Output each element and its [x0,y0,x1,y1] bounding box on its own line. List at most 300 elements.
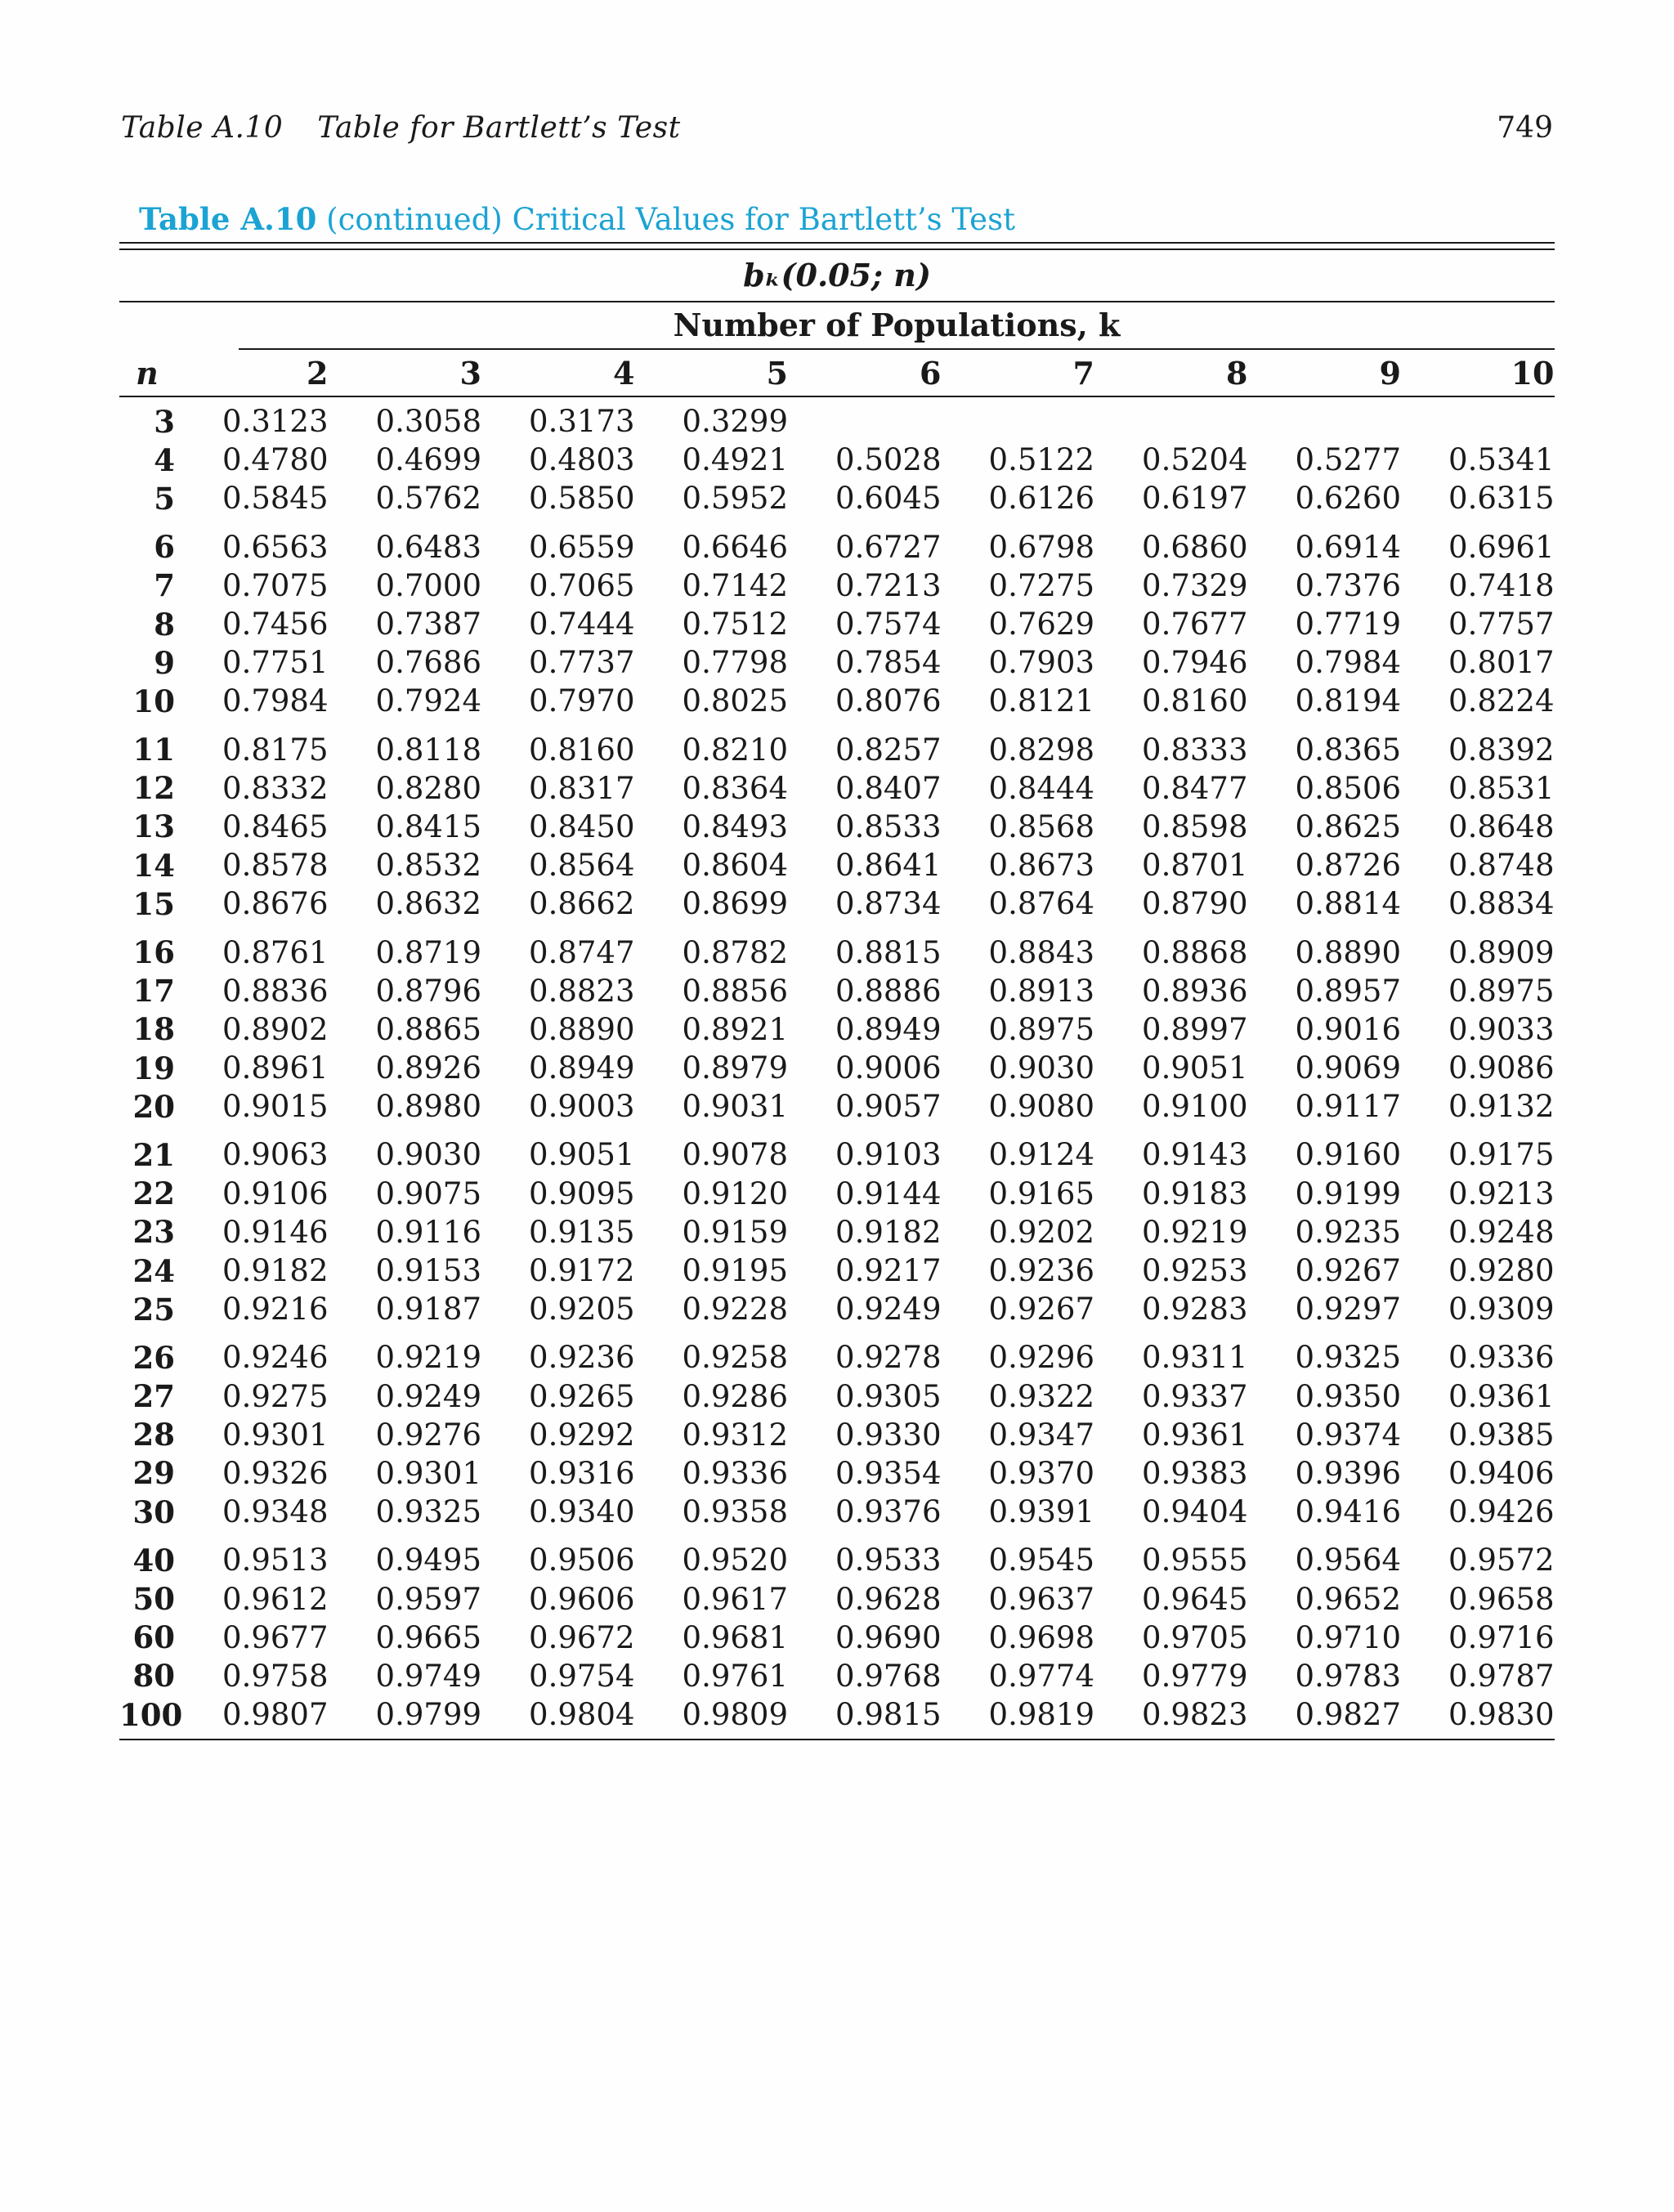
critical-value-cell: 0.5028 [835,442,942,478]
running-head-table-label: Table A.10 [121,111,284,145]
critical-value-cell: 0.7854 [835,645,942,681]
critical-value-cell: 0.9187 [375,1292,481,1328]
critical-value-cell: 0.4699 [375,442,481,478]
critical-value-cell: 0.9495 [375,1543,481,1578]
critical-value-cell: 0.9297 [1295,1292,1401,1328]
critical-value-cell: 0.3299 [682,404,788,440]
critical-value-cell: 0.9253 [1142,1253,1248,1289]
critical-value-cell: 0.9325 [375,1494,481,1530]
critical-value-cell: 0.7719 [1295,607,1401,643]
critical-value-cell: 0.8160 [529,732,635,768]
critical-value-cell: 0.9265 [529,1378,635,1414]
critical-value-cell: 0.9637 [988,1581,1094,1617]
critical-value-cell: 0.9120 [682,1175,788,1211]
table-row [119,884,1555,923]
row-n-label: 4 [154,441,175,478]
critical-value-cell: 0.9301 [222,1417,329,1453]
critical-value-cell: 0.7329 [1142,567,1248,603]
critical-value-cell: 0.7629 [988,607,1094,643]
critical-value-cell: 0.9003 [529,1089,635,1125]
critical-value-cell: 0.9807 [222,1697,329,1733]
critical-value-cell: 0.9301 [375,1455,481,1491]
critical-value-cell: 0.5341 [1448,442,1555,478]
critical-value-cell: 0.9235 [1295,1214,1401,1250]
critical-value-cell: 0.8975 [988,1011,1094,1047]
critical-value-cell: 0.9564 [1295,1543,1401,1578]
critical-value-cell: 0.8224 [1448,683,1555,719]
caption-label: Table A.10 [139,201,317,237]
critical-value-cell: 0.8625 [1295,808,1401,844]
critical-value-cell: 0.6045 [835,481,942,517]
critical-value-cell: 0.6126 [988,481,1094,517]
critical-value-cell: 0.8194 [1295,683,1401,719]
critical-value-cell: 0.8748 [1448,848,1555,884]
row-group [119,731,1555,924]
table-row [119,769,1555,808]
critical-value-cell: 0.9665 [375,1619,481,1655]
k-column-header: 9 [1379,354,1401,392]
critical-value-cell: 0.9658 [1448,1581,1555,1617]
critical-value-cell: 0.9078 [682,1137,788,1173]
critical-value-cell: 0.8814 [1295,886,1401,922]
k-column-header: 6 [920,354,942,392]
critical-value-cell: 0.4780 [222,442,329,478]
row-n-label: 5 [154,480,175,517]
critical-value-cell: 0.8699 [682,886,788,922]
table-row [119,1252,1555,1290]
table-row [119,1175,1555,1213]
critical-value-cell: 0.6559 [529,529,635,565]
k-column-header: 10 [1511,354,1555,392]
running-head [121,111,681,145]
k-column-header: 3 [459,354,481,392]
critical-value-cell: 0.7970 [529,683,635,719]
critical-value-cell: 0.8017 [1448,645,1555,681]
critical-value-cell: 0.8364 [682,770,788,806]
critical-value-cell: 0.9809 [682,1697,788,1733]
critical-value-cell: 0.9280 [1448,1253,1555,1289]
page-number: 749 [1497,111,1553,145]
critical-value-cell: 0.9681 [682,1619,788,1655]
critical-value-cell: 0.9612 [222,1581,329,1617]
row-n-label: 7 [154,567,175,604]
critical-value-cell: 0.7984 [1295,645,1401,681]
n-column-header: n [136,354,159,392]
table-row [119,1695,1555,1734]
critical-value-cell: 0.9361 [1142,1417,1248,1453]
critical-value-cell: 0.7512 [682,607,788,643]
critical-value-cell: 0.9385 [1448,1417,1555,1453]
critical-value-cell: 0.9391 [988,1494,1094,1530]
critical-value-cell: 0.9286 [682,1378,788,1414]
critical-value-cell: 0.6315 [1448,481,1555,517]
critical-value-cell: 0.9336 [1448,1340,1555,1376]
table-row [119,808,1555,846]
row-n-label: 40 [132,1542,175,1578]
critical-value-cell: 0.9787 [1448,1658,1555,1694]
critical-value-cell: 0.7946 [1142,645,1248,681]
critical-value-cell: 0.5762 [375,481,481,517]
critical-value-cell: 0.8936 [1142,973,1248,1009]
table-body [119,397,1555,1740]
critical-value-cell: 0.9080 [988,1089,1094,1125]
table-row [119,1579,1555,1618]
critical-value-cell: 0.9135 [529,1214,635,1250]
critical-value-cell: 0.9628 [835,1581,942,1617]
critical-value-cell: 0.9815 [835,1697,942,1733]
table-row [119,479,1555,517]
critical-value-cell: 0.9819 [988,1697,1094,1733]
critical-value-cell: 0.8782 [682,934,788,970]
critical-value-cell: 0.9827 [1295,1697,1401,1733]
critical-value-cell: 0.8533 [835,808,942,844]
row-n-label: 21 [132,1136,175,1173]
critical-value-cell: 0.9804 [529,1697,635,1733]
table-row [119,1213,1555,1252]
table-row [119,731,1555,769]
critical-value-cell: 0.8886 [835,973,942,1009]
critical-value-cell: 0.9124 [988,1137,1094,1173]
critical-value-cell: 0.9172 [529,1253,635,1289]
critical-value-cell: 0.8843 [988,934,1094,970]
critical-value-cell: 0.8673 [988,848,1094,884]
critical-value-cell: 0.8961 [222,1050,329,1086]
row-n-label: 16 [132,934,175,971]
critical-value-cell: 0.9311 [1142,1340,1248,1376]
critical-value-cell: 0.7387 [375,607,481,643]
critical-value-cell: 0.9325 [1295,1340,1401,1376]
critical-value-cell: 0.7737 [529,645,635,681]
critical-value-cell: 0.9031 [682,1089,788,1125]
row-n-label: 29 [132,1455,175,1492]
critical-value-cell: 0.7903 [988,645,1094,681]
row-n-label: 24 [132,1252,175,1289]
critical-value-cell: 0.9057 [835,1089,942,1125]
critical-value-cell: 0.9267 [1295,1253,1401,1289]
row-group [119,933,1555,1126]
critical-value-cell: 0.8662 [529,886,635,922]
critical-value-cell: 0.9153 [375,1253,481,1289]
top-double-rule [119,242,1555,250]
critical-value-cell: 0.6563 [222,529,329,565]
critical-value-cell: 0.9749 [375,1658,481,1694]
critical-value-cell: 0.9779 [1142,1658,1248,1694]
critical-value-cell: 0.9754 [529,1658,635,1694]
critical-value-cell: 0.9292 [529,1417,635,1453]
critical-value-cell: 0.8790 [1142,886,1248,922]
table-row [119,402,1555,441]
critical-value-cell: 0.8076 [835,683,942,719]
critical-value-cell: 0.9213 [1448,1175,1555,1211]
row-n-label: 22 [132,1175,175,1212]
table-row [119,1290,1555,1328]
critical-value-cell: 0.8856 [682,973,788,1009]
critical-value-cell: 0.5204 [1142,442,1248,478]
row-n-label: 25 [132,1291,175,1328]
critical-value-cell: 0.9228 [682,1292,788,1328]
row-n-label: 11 [132,732,175,768]
critical-value-cell: 0.9597 [375,1581,481,1617]
critical-value-cell: 0.9182 [222,1253,329,1289]
critical-value-cell: 0.9278 [835,1340,942,1376]
table-row [119,1493,1555,1531]
table-row [119,1338,1555,1377]
critical-value-cell: 0.8025 [682,683,788,719]
row-n-label: 18 [132,1011,175,1048]
critical-value-cell: 0.5952 [682,481,788,517]
critical-value-cell: 0.8921 [682,1011,788,1047]
k-column-header: 7 [1072,354,1094,392]
critical-value-cell: 0.7574 [835,607,942,643]
critical-value-cell: 0.9761 [682,1658,788,1694]
row-n-label: 6 [154,529,175,566]
critical-value-cell: 0.8726 [1295,848,1401,884]
critical-value-cell: 0.9312 [682,1417,788,1453]
critical-value-cell: 0.8926 [375,1050,481,1086]
critical-value-cell: 0.8823 [529,973,635,1009]
critical-value-cell: 0.8121 [988,683,1094,719]
critical-value-cell: 0.8392 [1448,732,1555,768]
critical-value-cell: 0.8957 [1295,973,1401,1009]
row-n-label: 17 [132,973,175,1010]
critical-value-cell: 0.8997 [1142,1011,1248,1047]
critical-value-cell: 0.9645 [1142,1581,1248,1617]
critical-value-cell: 0.9354 [835,1455,942,1491]
critical-value-cell: 0.9086 [1448,1050,1555,1086]
critical-value-cell: 0.9774 [988,1658,1094,1694]
critical-value-cell: 0.8450 [529,808,635,844]
critical-value-cell: 0.9316 [529,1455,635,1491]
critical-value-cell: 0.9033 [1448,1011,1555,1047]
row-n-label: 80 [132,1658,175,1695]
critical-value-cell: 0.7075 [222,567,329,603]
critical-value-cell: 0.8415 [375,808,481,844]
critical-value-cell: 0.8506 [1295,770,1401,806]
critical-value-cell: 0.9249 [835,1292,942,1328]
critical-value-cell: 0.9347 [988,1417,1094,1453]
critical-value-cell: 0.9716 [1448,1619,1555,1655]
critical-value-cell: 0.8815 [835,934,942,970]
table-row [119,441,1555,479]
critical-value-cell: 0.9533 [835,1543,942,1578]
critical-value-cell: 0.8333 [1142,732,1248,768]
row-n-label: 60 [132,1619,175,1656]
critical-value-cell: 0.3123 [222,404,329,440]
critical-value-cell: 0.9606 [529,1581,635,1617]
critical-value-cell: 0.9075 [375,1175,481,1211]
row-group [119,402,1555,518]
critical-value-cell: 0.8465 [222,808,329,844]
critical-value-cell: 0.5850 [529,481,635,517]
critical-value-cell: 0.9677 [222,1619,329,1655]
critical-value-cell: 0.9698 [988,1619,1094,1655]
critical-value-cell: 0.8568 [988,808,1094,844]
table-row [119,933,1555,971]
critical-value-cell: 0.9143 [1142,1137,1248,1173]
row-n-label: 28 [132,1417,175,1453]
critical-value-cell: 0.9030 [375,1137,481,1173]
row-n-label: 13 [132,808,175,845]
critical-value-cell: 0.9069 [1295,1050,1401,1086]
critical-value-cell: 0.9248 [1448,1214,1555,1250]
critical-value-cell: 0.4803 [529,442,635,478]
critical-value-cell: 0.8298 [988,732,1094,768]
table-row [119,1619,1555,1657]
critical-value-cell: 0.8949 [529,1050,635,1086]
critical-value-cell: 0.8909 [1448,934,1555,970]
critical-value-cell: 0.8648 [1448,808,1555,844]
critical-value-cell: 0.9783 [1295,1658,1401,1694]
critical-value-cell: 0.9823 [1142,1697,1248,1733]
critical-value-cell: 0.9195 [682,1253,788,1289]
critical-value-cell: 0.9219 [375,1340,481,1376]
critical-value-cell: 0.9132 [1448,1089,1555,1125]
critical-value-cell: 0.9309 [1448,1292,1555,1328]
critical-value-cell: 0.8949 [835,1011,942,1047]
critical-value-cell: 0.9416 [1295,1494,1401,1530]
critical-value-cell: 0.5122 [988,442,1094,478]
critical-value-cell: 0.9103 [835,1137,942,1173]
critical-value-cell: 0.9006 [835,1050,942,1086]
critical-value-cell: 0.8761 [222,934,329,970]
critical-value-cell: 0.3173 [529,404,635,440]
table-row [119,528,1555,566]
table-row [119,566,1555,605]
critical-value-cell: 0.8913 [988,973,1094,1009]
critical-value-cell: 0.9106 [222,1175,329,1211]
critical-value-cell: 0.9219 [1142,1214,1248,1250]
critical-value-cell: 0.9095 [529,1175,635,1211]
critical-value-cell: 0.7213 [835,567,942,603]
critical-value-cell: 0.9520 [682,1543,788,1578]
critical-value-cell: 0.8979 [682,1050,788,1086]
critical-value-cell: 0.8160 [1142,683,1248,719]
row-n-label: 9 [154,644,175,681]
critical-value-cell: 0.9249 [375,1378,481,1414]
critical-value-cell: 0.8701 [1142,848,1248,884]
critical-value-cell: 0.6197 [1142,481,1248,517]
critical-value-cell: 0.7984 [222,683,329,719]
critical-value-cell: 0.5277 [1295,442,1401,478]
running-head-title: Table for Bartlett’s Test [317,111,681,145]
critical-value-cell: 0.6798 [988,529,1094,565]
critical-value-cell: 0.9051 [1142,1050,1248,1086]
critical-value-cell: 0.9705 [1142,1619,1248,1655]
row-n-label: 14 [132,847,175,884]
critical-value-cell: 0.9361 [1448,1378,1555,1414]
critical-value-cell: 0.8836 [222,973,329,1009]
critical-value-cell: 0.8719 [375,934,481,970]
critical-value-cell: 0.7677 [1142,607,1248,643]
critical-value-cell: 0.9305 [835,1378,942,1414]
table-caption [139,201,1015,237]
critical-value-cell: 0.9337 [1142,1378,1248,1414]
critical-value-cell: 0.8564 [529,848,635,884]
caption-text: (continued) Critical Values for Bartlett’s Test [326,202,1015,237]
critical-value-cell: 0.8365 [1295,732,1401,768]
critical-value-cell: 0.8834 [1448,886,1555,922]
critical-values-table [119,242,1555,1740]
critical-value-cell: 0.9146 [222,1214,329,1250]
row-n-label: 23 [132,1214,175,1251]
table-row [119,643,1555,682]
critical-value-cell: 0.8332 [222,770,329,806]
critical-value-cell: 0.8407 [835,770,942,806]
critical-value-cell: 0.9404 [1142,1494,1248,1530]
critical-value-cell: 0.8676 [222,886,329,922]
critical-value-cell: 0.8764 [988,886,1094,922]
populations-header: Number of Populations, k [239,302,1555,350]
critical-value-cell: 0.7000 [375,567,481,603]
critical-value-cell: 0.9426 [1448,1494,1555,1530]
critical-value-cell: 0.9652 [1295,1581,1401,1617]
row-group [119,1135,1555,1328]
critical-value-cell: 0.9160 [1295,1137,1401,1173]
critical-value-cell: 0.8980 [375,1089,481,1125]
critical-value-cell: 0.9217 [835,1253,942,1289]
critical-value-cell: 0.9202 [988,1214,1094,1250]
critical-value-cell: 0.9555 [1142,1543,1248,1578]
critical-value-cell: 0.9506 [529,1543,635,1578]
critical-value-cell: 0.9116 [375,1214,481,1250]
critical-value-cell: 0.8604 [682,848,788,884]
critical-value-cell: 0.9406 [1448,1455,1555,1491]
row-n-label: 10 [132,683,175,719]
critical-value-cell: 0.6646 [682,529,788,565]
critical-value-cell: 0.9205 [529,1292,635,1328]
critical-value-cell: 0.8868 [1142,934,1248,970]
critical-value-cell: 0.9376 [835,1494,942,1530]
critical-value-cell: 0.8902 [222,1011,329,1047]
critical-value-cell: 0.9336 [682,1455,788,1491]
critical-value-cell: 0.9276 [375,1417,481,1453]
row-n-label: 19 [132,1050,175,1086]
critical-value-cell: 0.9383 [1142,1455,1248,1491]
row-n-label: 30 [132,1493,175,1530]
critical-value-cell: 0.8280 [375,770,481,806]
critical-value-cell: 0.8532 [375,848,481,884]
critical-value-cell: 0.8865 [375,1011,481,1047]
k-column-header: 2 [307,354,329,392]
table-row [119,1416,1555,1454]
critical-value-cell: 0.8598 [1142,808,1248,844]
row-group [119,1338,1555,1531]
critical-value-cell: 0.7275 [988,567,1094,603]
critical-value-cell: 0.9283 [1142,1292,1248,1328]
critical-value-cell: 0.8641 [835,848,942,884]
row-n-label: 50 [132,1581,175,1618]
critical-value-cell: 0.9236 [529,1340,635,1376]
critical-value-cell: 0.8890 [529,1011,635,1047]
critical-value-cell: 0.9830 [1448,1697,1555,1733]
critical-value-cell: 0.8578 [222,848,329,884]
critical-value-cell: 0.9175 [1448,1137,1555,1173]
table-row [119,1049,1555,1087]
critical-value-cell: 0.9144 [835,1175,942,1211]
critical-value-cell: 0.9326 [222,1455,329,1491]
critical-value-cell: 0.7142 [682,567,788,603]
critical-value-cell: 0.9572 [1448,1543,1555,1578]
table-row [119,972,1555,1010]
critical-value-cell: 0.8257 [835,732,942,768]
critical-value-cell: 0.4921 [682,442,788,478]
critical-value-cell: 0.9199 [1295,1175,1401,1211]
critical-value-cell: 0.6961 [1448,529,1555,565]
critical-value-cell: 0.9016 [1295,1011,1401,1047]
critical-value-cell: 0.9370 [988,1455,1094,1491]
critical-value-cell: 0.9340 [529,1494,635,1530]
critical-value-cell: 0.9374 [1295,1417,1401,1453]
